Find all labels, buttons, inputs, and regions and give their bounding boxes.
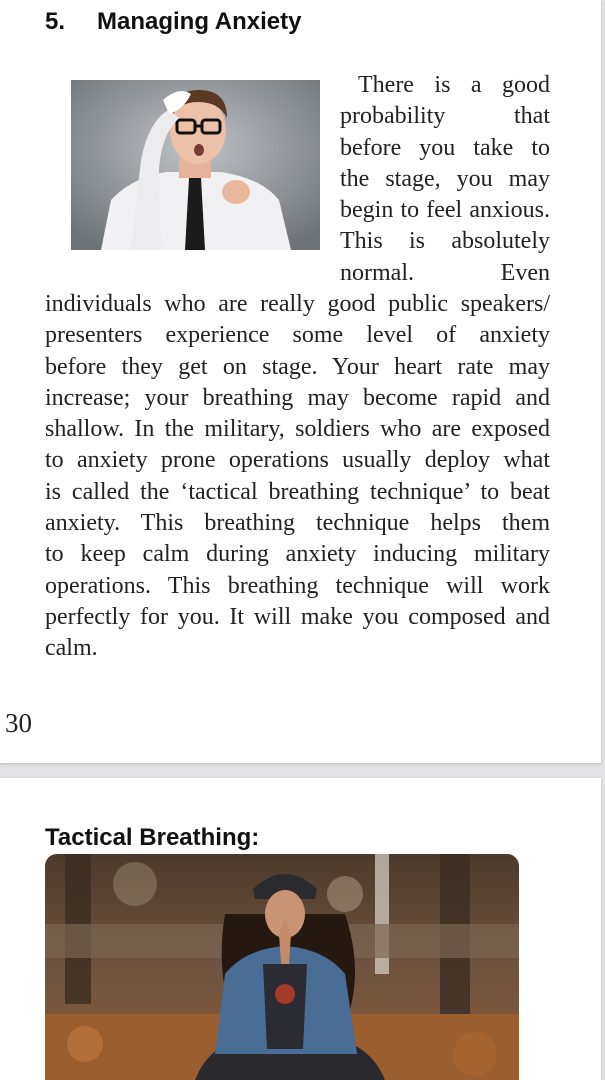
text-line: increase; your breathing may become rapid and (45, 384, 550, 411)
text-line: operations. This breathing technique will work (45, 572, 550, 599)
page-number: 30 (5, 708, 32, 738)
body-paragraph (45, 289, 550, 665)
text-line: There is a good (358, 72, 550, 98)
section-heading (45, 8, 301, 36)
intro-text-wrap (340, 70, 550, 289)
text-line: to keep calm during anxiety inducing military (45, 541, 550, 568)
text-line: is called the ‘tactical breathing technique’ to beat (45, 478, 550, 505)
section-number: 5. (45, 8, 66, 35)
text-line: This is absolutely (340, 228, 550, 255)
text-line: perfectly for you. It will make you composed and (45, 603, 550, 630)
text-line: before you take to (340, 134, 550, 161)
text-line: anxiety. This breathing technique helps them (45, 510, 550, 537)
text-line: calm. (45, 635, 98, 662)
page-31 (0, 778, 601, 1080)
text-line: probability that (340, 103, 550, 130)
text-line: individuals who are really good public speakers/ (45, 291, 550, 317)
text-line: to anxiety prone operations usually deploy what (45, 447, 550, 474)
anxious-man-photo (71, 80, 320, 250)
text-line: before they get on stage. Your heart rate may (45, 353, 550, 380)
text-line: begin to feel anxious. (340, 197, 550, 224)
text-line: the stage, you may (340, 165, 550, 192)
meditating-woman-photo (45, 854, 519, 1080)
section-title: Managing Anxiety (97, 8, 302, 35)
text-line: presenters experience some level of anxiety (45, 322, 550, 349)
section-heading: Tactical Breathing: (45, 824, 260, 851)
text-line: normal. Even (340, 259, 550, 286)
text-line: shallow. In the military, soldiers who are exposed (45, 416, 550, 443)
